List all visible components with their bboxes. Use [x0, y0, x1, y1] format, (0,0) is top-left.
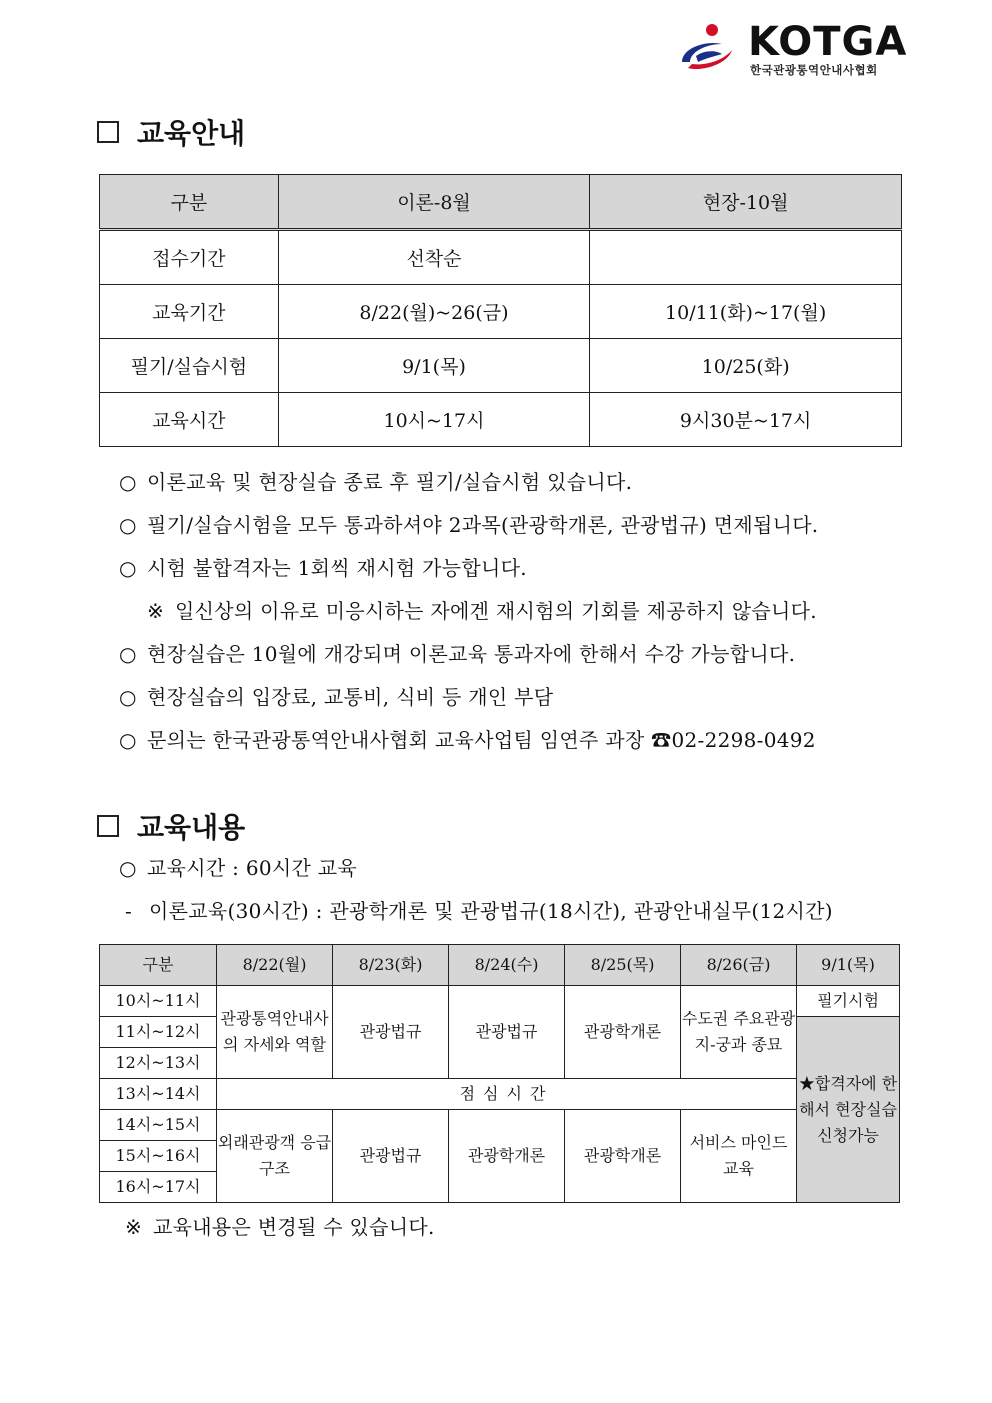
- table-header-cell: 9/1(목): [797, 945, 900, 986]
- note-text: 문의는 한국관광통역안내사협회 교육사업팀 임연주 과장 ☎02-2298-0492: [147, 728, 816, 752]
- bullet-marker: ○: [119, 856, 137, 880]
- table-header-cell: 구분: [100, 945, 217, 986]
- section-title: 교육내용: [137, 811, 246, 844]
- table-row: [100, 339, 902, 393]
- session-cell: 필기시험: [797, 986, 900, 1017]
- note-text: 현장실습은 10월에 개강되며 이론교육 통과자에 한해서 수강 가능합니다.: [147, 642, 796, 666]
- bullet-marker: ○: [119, 470, 137, 494]
- table-cell: 8/22(월)~26(금): [278, 285, 590, 339]
- note-text: 교육시간 : 60시간 교육: [147, 856, 358, 880]
- table-cell: [590, 230, 902, 285]
- table-cell: 교육기간: [100, 285, 279, 339]
- table-header-cell: 현장-10월: [590, 175, 902, 230]
- session-cell: 관광학개론: [565, 986, 681, 1079]
- note-text: 일신상의 이유로 미응시하는 자에겐 재시험의 기회를 제공하지 않습니다.: [175, 599, 817, 623]
- table-cell: 10시~17시: [278, 393, 590, 447]
- section-heading-education-content: [97, 806, 245, 846]
- table-header-cell: 8/22(월): [217, 945, 333, 986]
- footnote-text: 교육내용은 변경될 수 있습니다.: [153, 1215, 435, 1239]
- session-cell: 관광학개론: [449, 1110, 565, 1203]
- time-cell: 12시~13시: [100, 1048, 217, 1079]
- note-text: 현장실습의 입장료, 교통비, 식비 등 개인 부담: [147, 685, 554, 709]
- note-item: [119, 681, 553, 710]
- table-cell: 9시30분~17시: [590, 393, 902, 447]
- logo-subtitle: 한국관광통역안내사협회: [750, 63, 878, 77]
- table-cell: 접수기간: [100, 230, 279, 285]
- table-header-cell: 8/24(수): [449, 945, 565, 986]
- table-cell: 선착순: [278, 230, 590, 285]
- note-item: [119, 852, 357, 881]
- time-cell: 15시~16시: [100, 1141, 217, 1172]
- time-cell: 16시~17시: [100, 1172, 217, 1203]
- time-cell: 13시~14시: [100, 1079, 217, 1110]
- bullet-marker: ○: [119, 728, 137, 752]
- session-cell: 수도권 주요관광지-궁과 종묘: [681, 986, 797, 1079]
- table-header-cell: 구분: [100, 175, 279, 230]
- bullet-marker: ○: [119, 685, 137, 709]
- table-row: [100, 285, 902, 339]
- kotga-logo: [676, 18, 906, 82]
- table-row: [100, 230, 902, 285]
- bullet-marker: ○: [119, 513, 137, 537]
- bullet-marker: ※: [125, 1215, 143, 1239]
- note-item: [119, 466, 632, 495]
- checkbox-square-icon: [97, 121, 119, 143]
- table-cell: 필기/실습시험: [100, 339, 279, 393]
- table-row: [100, 1079, 900, 1110]
- note-text: 필기/실습시험을 모두 통과하셔야 2과목(관광학개론, 관광법규) 면제됩니다.: [147, 513, 819, 537]
- session-cell: 관광법규: [333, 986, 449, 1079]
- logo-name: KOTGA: [748, 19, 908, 65]
- note-item: [119, 724, 816, 753]
- time-cell: 10시~11시: [100, 986, 217, 1017]
- schedule-table: [99, 944, 900, 1203]
- section-heading-education-info: [97, 112, 245, 152]
- table-row: [100, 393, 902, 447]
- session-cell: 외래관광객 응급구조: [217, 1110, 333, 1203]
- table-cell: 10/25(화): [590, 339, 902, 393]
- table-row: [100, 1110, 900, 1141]
- note-item: [119, 552, 527, 581]
- checkbox-square-icon: [97, 815, 119, 837]
- table-header-row: [100, 945, 900, 986]
- session-cell: 관광법규: [333, 1110, 449, 1203]
- time-cell: 14시~15시: [100, 1110, 217, 1141]
- note-text: 이론교육(30시간) : 관광학개론 및 관광법규(18시간), 관광안내실무(12시간): [149, 899, 833, 923]
- note-item: [119, 509, 818, 538]
- kotga-emblem-icon: [676, 22, 738, 78]
- lunch-cell: 점심시간: [217, 1079, 797, 1110]
- table-header-cell: 8/25(목): [565, 945, 681, 986]
- education-info-table: [99, 174, 902, 447]
- bullet-marker: -: [125, 899, 133, 923]
- footnote: [125, 1211, 435, 1240]
- side-note-cell: ★합격자에 한해서 현장실습 신청가능: [797, 1017, 900, 1203]
- table-header-row: [100, 175, 902, 230]
- bullet-marker: ○: [119, 556, 137, 580]
- note-item: [119, 638, 795, 667]
- table-cell: 교육시간: [100, 393, 279, 447]
- note-item: [147, 595, 817, 624]
- bullet-marker: ○: [119, 642, 137, 666]
- table-cell: 10/11(화)~17(월): [590, 285, 902, 339]
- session-cell: 서비스 마인드 교육: [681, 1110, 797, 1203]
- session-cell: 관광학개론: [565, 1110, 681, 1203]
- note-text: 시험 불합격자는 1회씩 재시험 가능합니다.: [147, 556, 527, 580]
- session-cell: 관광통역안내사의 자세와 역할: [217, 986, 333, 1079]
- note-item: [125, 895, 833, 924]
- table-cell: 9/1(목): [278, 339, 590, 393]
- time-cell: 11시~12시: [100, 1017, 217, 1048]
- session-cell: 관광법규: [449, 986, 565, 1079]
- table-header-cell: 8/26(금): [681, 945, 797, 986]
- note-text: 이론교육 및 현장실습 종료 후 필기/실습시험 있습니다.: [147, 470, 633, 494]
- bullet-marker: ※: [147, 599, 165, 623]
- section-title: 교육안내: [137, 117, 246, 150]
- table-header-cell: 8/23(화): [333, 945, 449, 986]
- table-header-cell: 이론-8월: [278, 175, 590, 230]
- table-row: [100, 986, 900, 1017]
